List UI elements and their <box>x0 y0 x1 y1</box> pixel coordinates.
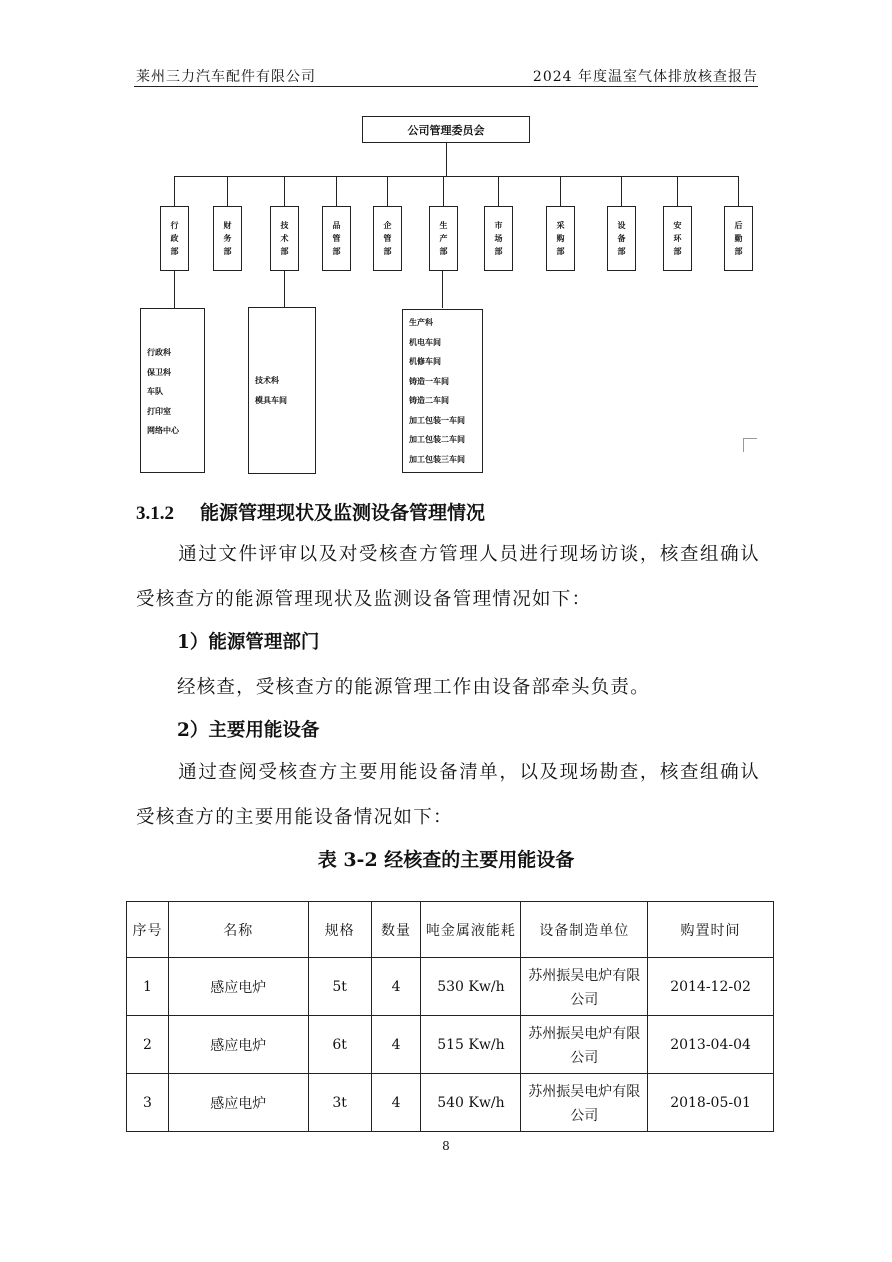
table-row <box>127 958 774 1016</box>
table-title: 表 3-2 经核查的主要用能设备 <box>317 849 575 871</box>
dept-char: 后 <box>734 221 743 230</box>
dept-char: 政 <box>170 234 179 243</box>
org-connector <box>284 271 285 308</box>
table-cell-date: 2014-12-02 <box>648 958 774 1016</box>
dept-box <box>484 206 513 271</box>
dept-box <box>160 206 189 271</box>
dept-char: 部 <box>383 247 392 256</box>
sub-unit: 铸造二车间 <box>409 396 449 405</box>
subheading-2: 2）主要用能设备 <box>177 720 320 741</box>
table-cell-name: 感应电炉 <box>168 1016 308 1074</box>
dept-char: 部 <box>223 247 232 256</box>
table-header-cell: 吨金属液能耗 <box>421 902 521 958</box>
table-cell-maker <box>521 1016 648 1074</box>
sub-unit: 行政科 <box>147 348 171 357</box>
dept-box <box>373 206 402 271</box>
table-cell-energy: 530 Kw/h <box>421 958 521 1016</box>
maker-line: 苏州振吴电炉有限 <box>528 967 641 984</box>
dept-char: 购 <box>556 234 565 243</box>
dept-box <box>213 206 242 271</box>
dept-char: 企 <box>383 221 392 230</box>
corner-mark <box>743 438 757 452</box>
section-title: 能源管理现状及监测设备管理情况 <box>200 502 486 524</box>
table-cell-name: 感应电炉 <box>168 958 308 1016</box>
dept-char: 部 <box>556 247 565 256</box>
sub-unit: 模具车间 <box>255 395 287 405</box>
equipment-table <box>126 901 774 1132</box>
maker-line: 公司 <box>570 1049 599 1066</box>
dept-char: 备 <box>617 234 626 243</box>
dept-char: 品 <box>332 221 341 230</box>
dept-char: 环 <box>673 234 682 243</box>
maker-line: 公司 <box>570 991 599 1008</box>
table-header-cell: 设备制造单位 <box>521 902 648 958</box>
equipment-text: 通过查阅受核查方主要用能设备清单，以及现场勘查，核查组确认受核查方的主要用能设备情况如下： <box>136 762 760 828</box>
table-header-cell: 数量 <box>371 902 421 958</box>
dept-char: 生 <box>439 221 448 230</box>
equipment-paragraph <box>136 750 760 840</box>
org-bus <box>174 176 738 177</box>
sub-box-tech <box>248 307 316 474</box>
table-cell-energy: 515 Kw/h <box>421 1016 521 1074</box>
sub-unit: 打印室 <box>147 406 171 416</box>
org-connector <box>738 176 739 206</box>
sub-unit: 机修车间 <box>409 357 441 366</box>
table-cell-spec: 5t <box>308 958 371 1016</box>
table-cell-name: 感应电炉 <box>168 1074 308 1132</box>
maker-line: 苏州振吴电炉有限 <box>528 1083 641 1100</box>
org-connector <box>174 176 175 206</box>
sub-unit: 生产科 <box>409 318 433 327</box>
table-cell-no: 1 <box>127 958 169 1016</box>
dept-char: 行 <box>170 221 179 230</box>
dept-box <box>724 206 753 271</box>
table-cell-spec: 6t <box>308 1016 371 1074</box>
dept-char: 管 <box>383 234 392 243</box>
section-heading <box>136 498 485 525</box>
dept-char: 部 <box>617 247 626 256</box>
org-connector <box>677 176 678 206</box>
dept-char: 部 <box>439 247 448 256</box>
org-connector <box>284 176 285 206</box>
org-chart <box>0 0 892 490</box>
table-cell-no: 2 <box>127 1016 169 1074</box>
table-cell-qty: 4 <box>371 1074 421 1132</box>
sub-unit: 保卫科 <box>147 367 171 377</box>
maker-line: 公司 <box>570 1107 599 1124</box>
dept-box <box>607 206 636 271</box>
table-header-row <box>127 902 774 958</box>
dept-char: 安 <box>673 221 682 230</box>
maker-line: 苏州振吴电炉有限 <box>528 1025 641 1042</box>
dept-char: 勤 <box>734 234 743 243</box>
org-connector <box>498 176 499 206</box>
table-cell-maker <box>521 1074 648 1132</box>
dept-char: 财 <box>223 221 232 230</box>
dept-char: 采 <box>556 221 565 230</box>
table-cell-energy: 540 Kw/h <box>421 1074 521 1132</box>
table-cell-qty: 4 <box>371 1016 421 1074</box>
table-header-cell: 名称 <box>168 902 308 958</box>
header-company: 莱州三力汽车配件有限公司 <box>136 69 316 85</box>
table-cell-no: 3 <box>127 1074 169 1132</box>
org-connector <box>446 143 447 176</box>
sub-unit: 技术科 <box>255 376 279 385</box>
sub-unit: 加工包装二车间 <box>409 435 465 444</box>
dept-char: 产 <box>439 234 448 243</box>
org-connector <box>174 271 175 308</box>
table-cell-date: 2018-05-01 <box>648 1074 774 1132</box>
dept-char: 务 <box>223 234 232 243</box>
intro-paragraph <box>136 532 760 622</box>
sub-box-admin <box>140 308 205 473</box>
dept-box <box>322 206 351 271</box>
table-cell-date: 2013-04-04 <box>648 1016 774 1074</box>
dept-char: 场 <box>494 234 503 243</box>
dept-char: 管 <box>332 234 341 243</box>
org-connector <box>442 271 443 308</box>
sub-box-production <box>402 309 483 473</box>
dept-char: 部 <box>332 247 341 256</box>
page-number: 8 <box>442 1139 450 1153</box>
dept-char: 部 <box>734 247 743 256</box>
dept-char: 设 <box>617 221 626 230</box>
sub-unit: 铸造一车间 <box>409 376 449 386</box>
dept-box <box>429 206 458 271</box>
section-number: 3.1.2 <box>136 503 174 524</box>
org-connector <box>560 176 561 206</box>
dept-char: 部 <box>170 247 179 256</box>
sub-unit: 网络中心 <box>147 426 179 435</box>
org-connector <box>443 176 444 206</box>
dept-char: 部 <box>280 247 289 256</box>
org-top-box: 公司管理委员会 <box>362 116 530 143</box>
table-header-cell: 购置时间 <box>648 902 774 958</box>
dept-box <box>546 206 575 271</box>
table-cell-qty: 4 <box>371 958 421 1016</box>
intro-text: 通过文件评审以及对受核查方管理人员进行现场访谈，核查组确认受核查方的能源管理现状及监测设备管理情况如下： <box>136 544 760 610</box>
dept-char: 部 <box>494 247 503 256</box>
sub-unit: 加工包装三车间 <box>409 454 465 464</box>
dept-box <box>270 206 299 271</box>
sub-unit: 机电车间 <box>409 337 441 347</box>
subheading-1-text: 经核查，受核查方的能源管理工作由设备部牵头负责。 <box>177 677 650 698</box>
org-connector <box>387 176 388 206</box>
org-connector <box>336 176 337 206</box>
sub-unit: 加工包装一车间 <box>409 415 465 425</box>
subheading-1: 1）能源管理部门 <box>177 632 320 653</box>
table-header-cell: 规格 <box>308 902 371 958</box>
org-connector <box>621 176 622 206</box>
org-connector <box>227 176 228 206</box>
table-cell-spec: 3t <box>308 1074 371 1132</box>
table-header-cell: 序号 <box>127 902 169 958</box>
header-report-title: 2024 年度温室气体排放核查报告 <box>532 69 758 85</box>
table-row <box>127 1074 774 1132</box>
dept-char: 市 <box>494 221 503 230</box>
table-cell-maker <box>521 958 648 1016</box>
table-row <box>127 1016 774 1074</box>
dept-char: 部 <box>673 247 682 256</box>
sub-unit: 车队 <box>147 387 163 396</box>
dept-box <box>663 206 692 271</box>
dept-char: 技 <box>280 221 289 230</box>
dept-char: 术 <box>280 234 289 243</box>
